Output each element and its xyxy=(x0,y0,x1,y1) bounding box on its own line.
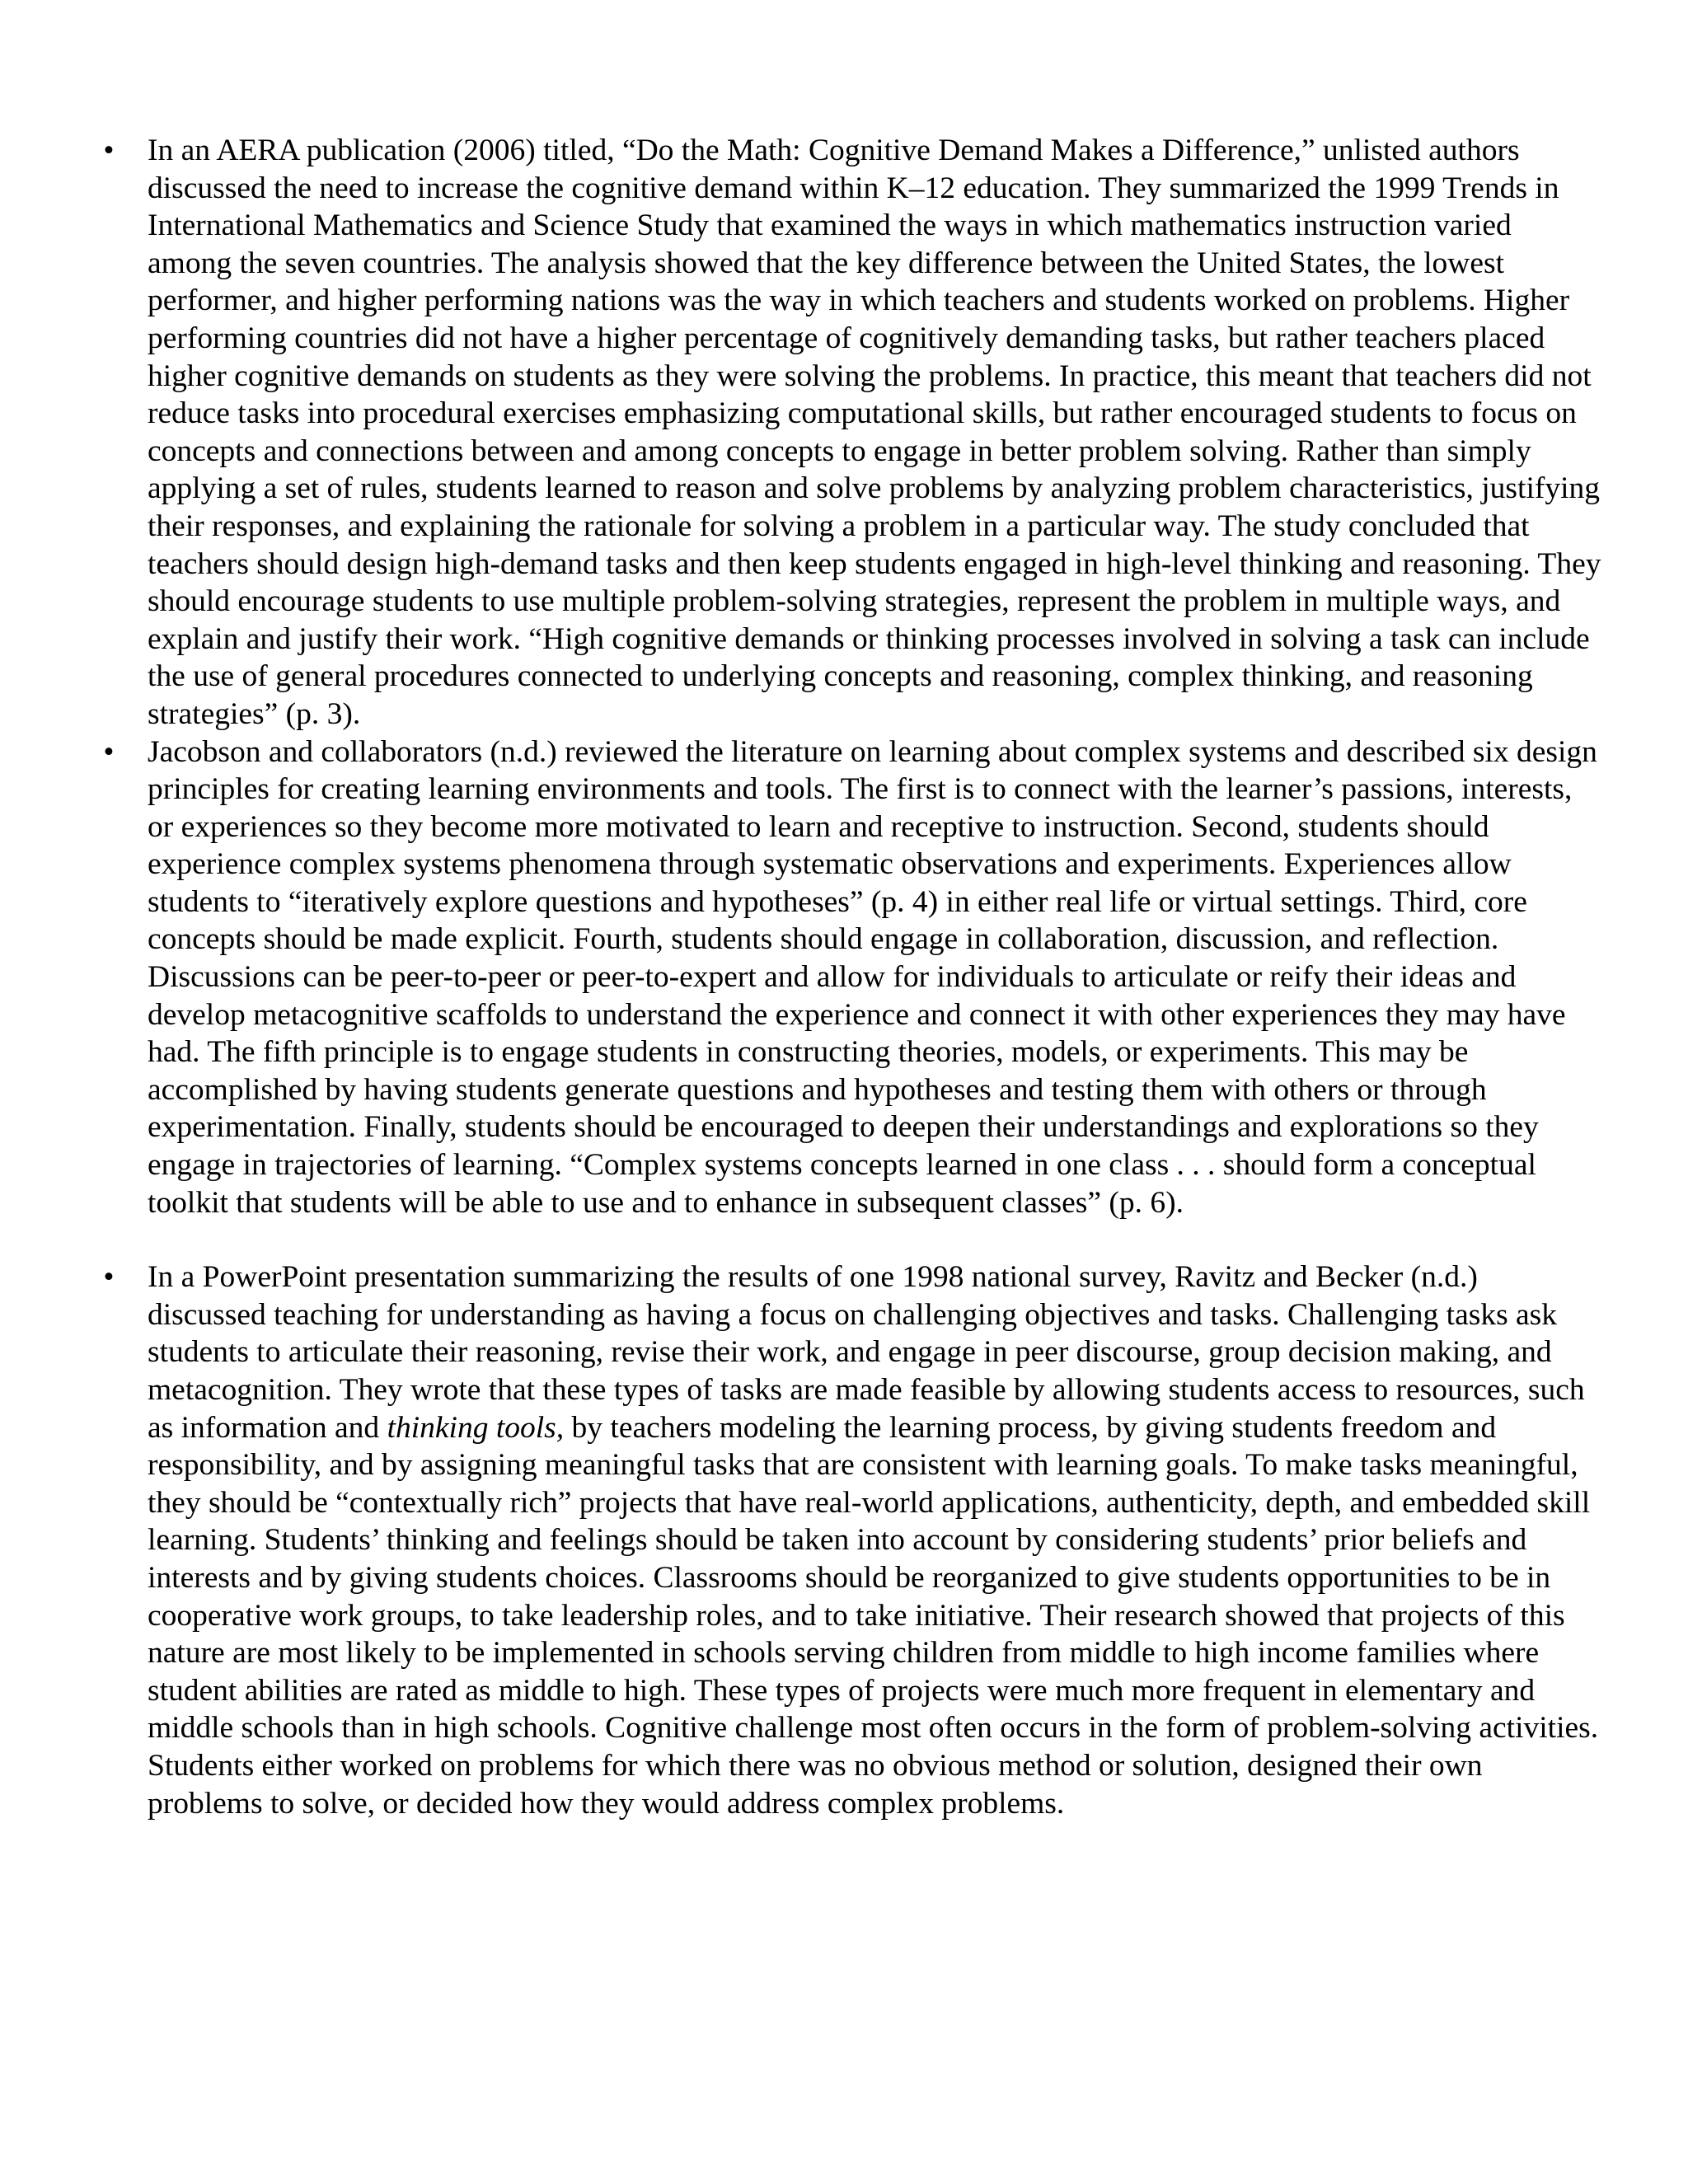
bullet-icon: • xyxy=(103,734,115,769)
paragraph-ravitz-becker-part-1: In a PowerPoint presentation summarizing the results of one 1998 national survey, Ravitz and Becker (n.d.) discussed teaching for understanding as having a focus on challenging objectives and tasks. Challenging tasks ask students to articulate their reasoning, revise their work, and engage in peer discourse, group decision making, and metacognition. They wrote that these types of tasks are made feasible by allowing students access to resources, such as information and xyxy=(148,1260,1585,1445)
bullet-item-ravitz-becker xyxy=(95,1258,1603,1822)
paragraph-jacobson: Jacobson and collaborators (n.d.) reviewed the literature on learning about complex systems and described six design principles for creating learning environments and tools. The first is to connect with the learner’s passions, interests, or experiences so they become more motivated to learn and receptive to instruction. Second, students should experience complex systems phenomena through systematic observations and experiments. Experiences allow students to “iteratively explore questions and hypotheses” (p. 4) in either real life or virtual settings. Third, core concepts should be made explicit. Fourth, students should engage in collaboration, discussion, and reflection. Discussions can be peer-to-peer or peer-to-expert and allow for individuals to articulate or reify their ideas and develop metacognitive scaffolds to understand the experience and connect it with other experiences they may have had. The fifth principle is to engage students in constructing theories, models, or experiments. This may be accomplished by having students generate questions and hypotheses and testing them with others or through experimentation. Finally, students should be encouraged to deepen their understandings and explorations so they engage in trajectories of learning. “Complex systems concepts learned in one class . . . should form a conceptual toolkit that students will be able to use and to enhance in subsequent classes” (p. 6). xyxy=(148,734,1597,1220)
bullet-list xyxy=(95,132,1603,1822)
bullet-item-jacobson xyxy=(95,733,1603,1222)
bullet-icon: • xyxy=(103,134,115,167)
paragraph-ravitz-becker-part-2: by teachers modeling the learning process, by giving students freedom and responsibility, and by assigning meaningful tasks that are consistent with learning goals. To make tasks meaningful, they should be “contextually rich” projects that have real-world applications, authenticity, depth, and embedded skill learning. Students’ thinking and feelings should be taken into account by considering students’ prior beliefs and interests and by giving students choices. Classrooms should be reorganized to give students opportunities to be in cooperative work groups, to take leadership roles, and to take initiative. Their research showed that projects of this nature are most likely to be implemented in schools serving children from middle to high income families where student abilities are rated as middle to high. These types of projects were much more frequent in elementary and middle schools than in high schools. Cognitive challenge most often occurs in the form of problem-solving activities. Students either worked on problems for which there was no obvious method or solution, designed their own problems to solve, or decided how they would address complex problems. xyxy=(148,1410,1599,1821)
paragraph-aera: In an AERA publication (2006) titled, “Do the Math: Cognitive Demand Makes a Difference,” unlisted authors discussed the need to increase the cognitive demand within K–12 education. They summarized the 1999 Trends in International Mathematics and Science Study that examined the ways in which mathematics instruction varied among the seven countries. The analysis showed that the key difference between the United States, the lowest performer, and higher performing nations was the way in which teachers and students worked on problems. Higher performing countries did not have a higher percentage of cognitively demanding tasks, but rather teachers placed higher cognitive demands on students as they were solving the problems. In practice, this meant that teachers did not reduce tasks into procedural exercises emphasizing computational skills, but rather encouraged students to focus on concepts and connections between and among concepts to engage in better problem solving. Rather than simply applying a set of rules, students learned to reason and solve problems by analyzing problem characteristics, justifying their responses, and explaining the rationale for solving a problem in a particular way. The study concluded that teachers should design high-demand tasks and then keep students engaged in high-level thinking and reasoning. They should encourage students to use multiple problem-solving strategies, represent the problem in multiple ways, and explain and justify their work. “High cognitive demands or thinking processes involved in solving a task can include the use of general procedures connected to underlying concepts and reasoning, complex thinking, and reasoning strategies” (p. 3). xyxy=(148,134,1601,731)
bullet-item-aera xyxy=(95,132,1603,733)
italic-phrase: thinking tools, xyxy=(387,1410,565,1445)
paragraph-ravitz-becker xyxy=(148,1260,1598,1820)
bullet-icon: • xyxy=(103,1260,115,1295)
